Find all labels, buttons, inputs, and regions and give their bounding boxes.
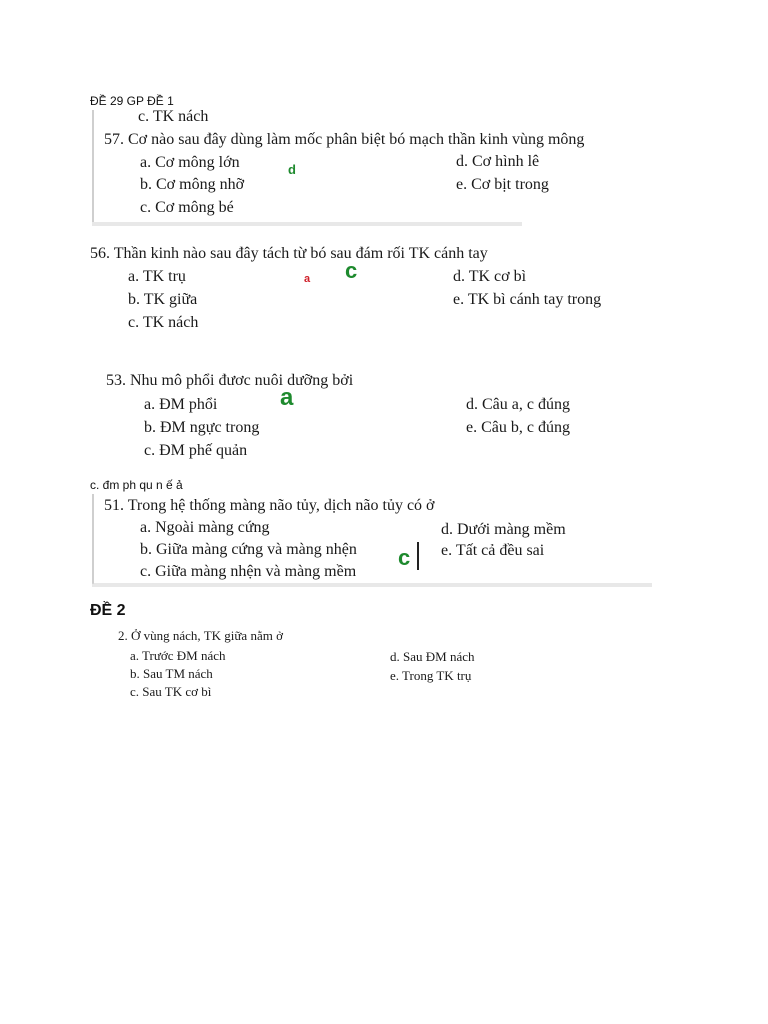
- pen-stroke: [417, 542, 419, 570]
- option-a: a. Ngoài màng cứng: [140, 519, 270, 536]
- section-title: ĐỀ 2: [90, 602, 126, 619]
- option-e: e. Câu b, c đúng: [466, 419, 570, 436]
- question-text: 51. Trong hệ thống màng não tủy, dịch não tủy có ở: [104, 497, 435, 514]
- carry-over-option: c. TK nách: [138, 108, 209, 125]
- question-text: 53. Nhu mô phổi đươc nuôi dưỡng bởi: [106, 372, 354, 389]
- option-b: b. Giữa màng cứng và màng nhện: [140, 541, 357, 558]
- option-b: b. TK giữa: [128, 291, 198, 308]
- page-title: ĐỀ 29 GP ĐỀ 1: [90, 94, 174, 108]
- answer-mark: a: [280, 384, 294, 411]
- answer-mark: d: [288, 162, 296, 177]
- option-c: c. Sau TK cơ bì: [130, 684, 212, 699]
- handwritten-note: c. đm ph qu n ế ả: [90, 478, 183, 492]
- option-e: e. Tất cả đều sai: [441, 542, 545, 559]
- question-text: 57. Cơ nào sau đây dùng làm mốc phân biệt bó mạch thần kinh vùng mông: [104, 131, 585, 148]
- option-a: a. Trước ĐM nách: [130, 648, 226, 663]
- option-c: c. Giữa màng nhện và màng mềm: [140, 563, 357, 580]
- crop-edge: [92, 222, 522, 226]
- option-e: e. Trong TK trụ: [390, 668, 472, 683]
- option-b: b. Sau TM nách: [130, 666, 213, 681]
- option-d: d. Cơ hình lê: [456, 153, 540, 170]
- scan-edge: [92, 110, 94, 222]
- option-c: c. TK nách: [128, 314, 199, 331]
- option-a: a. ĐM phổi: [144, 396, 218, 413]
- option-d: d. TK cơ bì: [453, 268, 527, 285]
- option-d: d. Sau ĐM nách: [390, 649, 475, 664]
- option-a: a. Cơ mông lớn: [140, 154, 240, 171]
- option-b: b. ĐM ngực trong: [144, 419, 260, 436]
- question-text: 56. Thần kinh nào sau đây tách từ bó sau đám rối TK cánh tay: [90, 245, 488, 262]
- option-e: e. TK bì cánh tay trong: [453, 291, 602, 308]
- option-a: a. TK trụ: [128, 268, 186, 285]
- answer-mark-red: a: [304, 273, 311, 285]
- option-d: d. Câu a, c đúng: [466, 396, 570, 413]
- option-c: c. ĐM phế quản: [144, 442, 248, 459]
- scan-edge: [92, 494, 94, 584]
- option-d: d. Dưới màng mềm: [441, 521, 566, 538]
- answer-mark: c: [398, 545, 411, 570]
- answer-mark-green: c: [345, 258, 358, 283]
- question-text: 2. Ở vùng nách, TK giữa nằm ở: [118, 628, 283, 643]
- option-c: c. Cơ mông bé: [140, 199, 234, 216]
- option-e: e. Cơ bịt trong: [456, 176, 549, 193]
- crop-edge: [92, 583, 652, 587]
- option-b: b. Cơ mông nhỡ: [140, 176, 245, 193]
